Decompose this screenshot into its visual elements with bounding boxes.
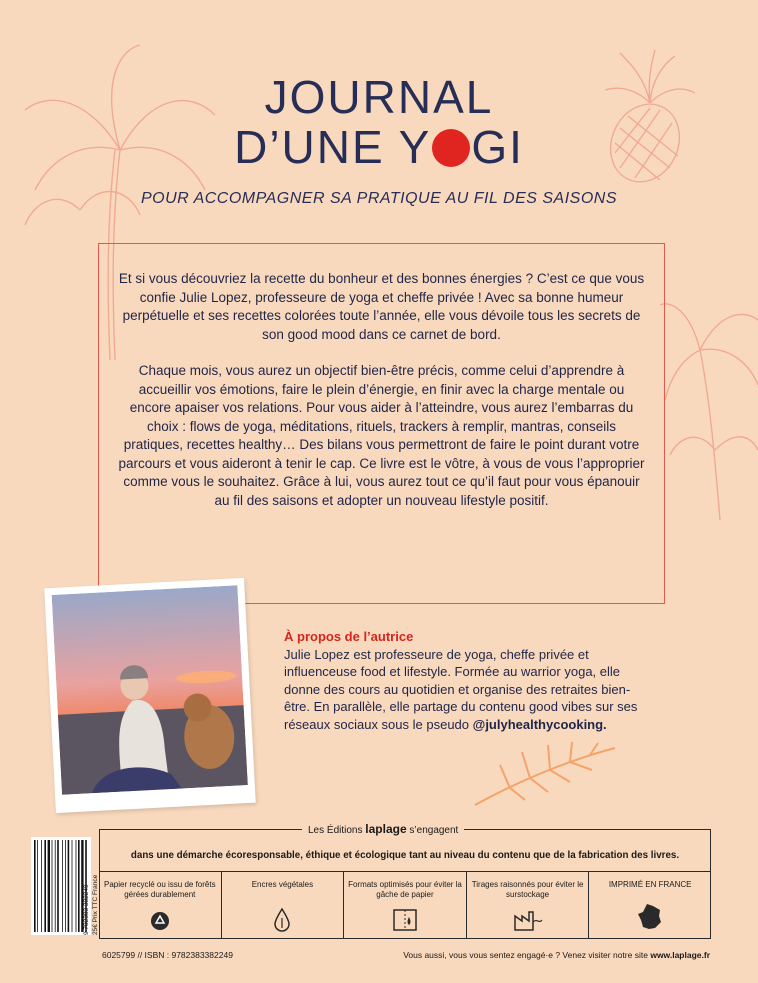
barcode-bar [41, 840, 42, 932]
author-bio-title: À propos de l’autrice [284, 629, 414, 644]
engagement-heading [302, 822, 464, 836]
cell-label: IMPRIMÉ EN FRANCE [608, 880, 692, 889]
blurb-paragraph-2: Chaque mois, vous aurez un objectif bien-être précis, comme celui d’apprendre à accueillir vos émotions, faire le plein d’énergie, en finir avec la charge mentale ou encore apaiser vos relations. Pour vous aider à l’atteindre, vous aurez l’embarras du choix : flows de yoga, méditations, rituels, trackers à remplir, mantras, conseils pratiques, recettes healthy… Des bilans vous permettront de faire le point durant votre parcours et vous aideront à tenir le cap. Ce livre est le vôtre, à vous de vous l’approprier comme vous le souhaitez. Grâce à lui, vous aurez tout ce qu’il faut pour vous épanouir au fil des saisons et adopter un nouveau lifestyle positif. [118, 363, 645, 508]
visit-prefix: Vous aussi, vous vous sentez engagé·e ? Venez visiter notre site [403, 950, 648, 960]
ink-drop-icon [273, 908, 291, 932]
author-bio [284, 628, 654, 733]
recycle-icon [149, 910, 171, 932]
barcode-bar [72, 840, 73, 932]
paper-format-icon [392, 908, 418, 932]
author-photo-image [52, 585, 248, 794]
book-subtitle: POUR ACCOMPAGNER SA PRATIQUE AU FIL DES SAISONS [140, 190, 618, 207]
red-circle-o-icon [432, 129, 470, 167]
barcode-bar [44, 840, 46, 932]
cell-optimized-formats [344, 872, 467, 939]
barcode-bar [68, 840, 70, 932]
barcode-number: 9 782383 382249 [83, 884, 90, 935]
isbn-line: 6025799 // ISBN : 9782383382249 [102, 950, 233, 960]
cell-label: Tirages raisonnés pour éviter le surstockage [471, 880, 584, 899]
blurb-box [98, 243, 665, 604]
cell-label: Encres végétales [251, 880, 314, 889]
france-map-icon [635, 902, 665, 932]
author-bio-text: Julie Lopez est professeure de yoga, cheffe privée et influenceuse food et lifestyle. Formée au warrior yoga, elle donne des cours au quotidien et organise des retraites bien-être. En parallèle, elle partage du contenu good vibes sur ses réseaux sociaux sous le pseudo [284, 646, 638, 732]
visit-line [403, 950, 710, 960]
price-label: 25€ Prix TTC France [92, 874, 99, 935]
engagement-prefix: Les Éditions [308, 825, 363, 836]
cell-printed-in-france [589, 872, 711, 939]
barcode-bar [55, 840, 56, 932]
publisher-brand: laplage [365, 822, 407, 836]
cell-label: Formats optimisés pour éviter la gâche de papier [348, 880, 462, 899]
book-title-line2-suffix: GI [471, 121, 524, 173]
author-photo [44, 578, 256, 813]
barcode-bar [34, 840, 36, 932]
commitment-text: dans une démarche écoresponsable, éthique et écologique tant au niveau du contenu que de la fabrication des livres. [130, 850, 680, 861]
barcode-bar [78, 840, 80, 932]
cell-plant-inks [222, 872, 345, 939]
barcode-bar [76, 840, 77, 932]
cell-reasoned-printing [467, 872, 590, 939]
blurb-paragraph-1: Et si vous découvriez la recette du bonheur et des bonnes énergies ? C’est ce que vous confie Julie Lopez, professeure de yoga et cheffe privée ! Avec sa bonne humeur perpétuelle et ses recettes colorées toute l’année, elle vous dévoile tous les secrets de son good mood dans ce carnet de bord. [118, 271, 645, 342]
engagement-suffix: s’engagent [409, 825, 459, 836]
barcode-bar [57, 840, 59, 932]
cell-label: Papier recyclé ou issu de forêts gérées durablement [103, 880, 216, 899]
barcode-bar [65, 840, 66, 932]
book-title [0, 72, 758, 172]
palm-tree-illustration-right [660, 290, 758, 520]
barcode [31, 837, 91, 935]
cell-recycled-paper [99, 872, 222, 939]
barcode-bar [48, 840, 50, 932]
book-title-line2-prefix: D’UNE Y [234, 121, 432, 173]
author-handle: @julyhealthycooking. [472, 716, 607, 732]
factory-icon [513, 908, 543, 932]
website-link[interactable]: www.laplage.fr [650, 950, 710, 960]
engagement-cells [99, 872, 711, 939]
barcode-bar [52, 840, 53, 932]
leaf-illustration [470, 740, 620, 810]
book-title-line2 [0, 122, 758, 172]
book-title-line1: JOURNAL [264, 71, 494, 123]
barcode-bar [62, 840, 63, 932]
barcode-bar [37, 840, 38, 932]
